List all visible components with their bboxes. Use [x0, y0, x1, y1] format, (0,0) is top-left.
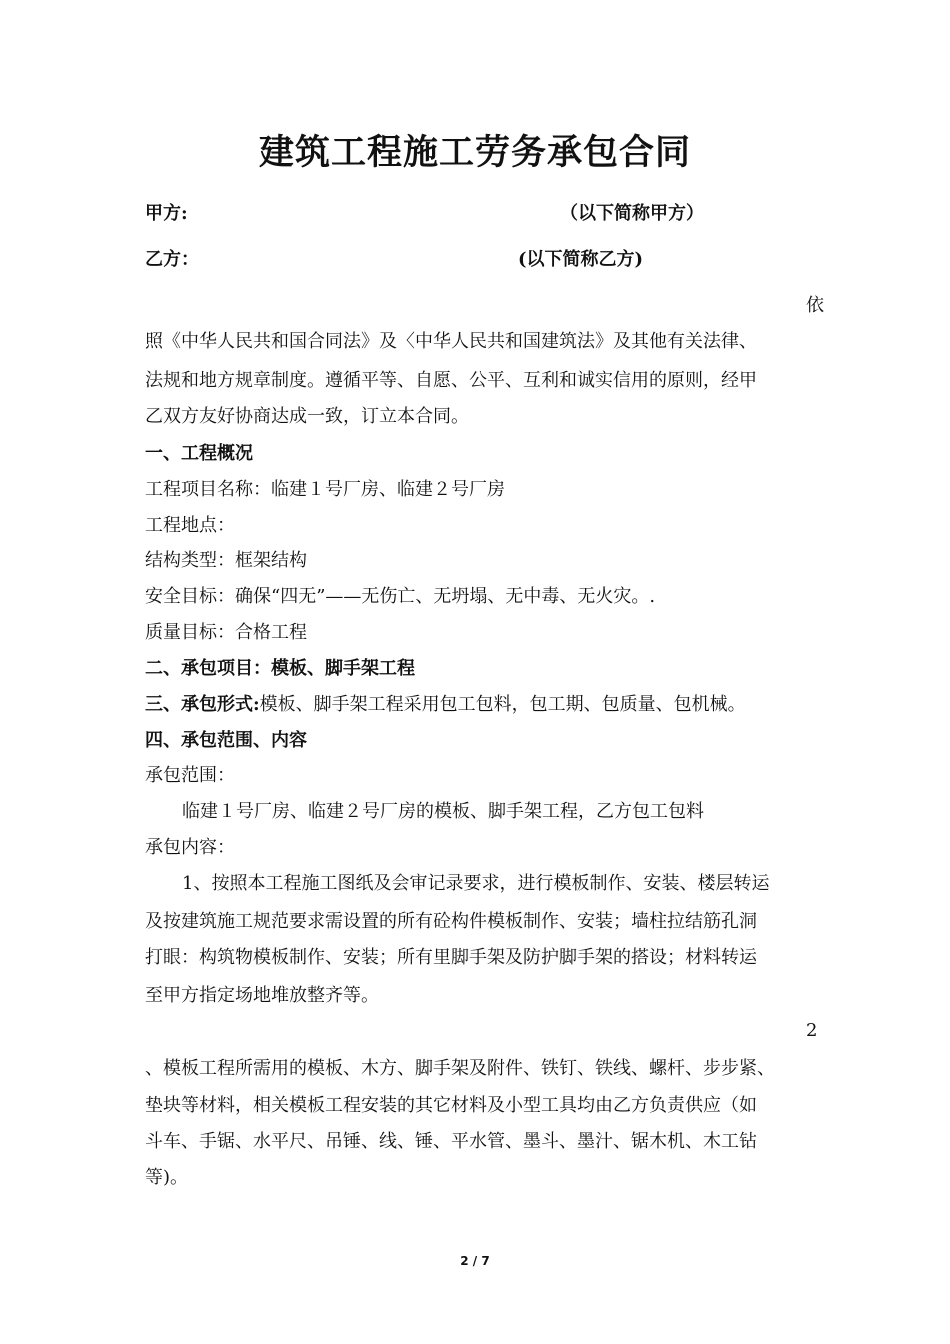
scope-text: 临建１号厂房、临建２号厂房的模板、脚手架工程，乙方包工包料 [182, 801, 704, 822]
party-a-label: 甲方: [145, 203, 188, 224]
content-label: 承包内容： [145, 837, 235, 858]
section3-text: 模板、脚手架工程采用包工包料，包工期、包质量、包机械。 [259, 694, 746, 715]
structure-type: 结构类型：框架结构 [145, 550, 307, 571]
section3-line [145, 691, 746, 719]
item2-line: 斗车、手锯、水平尺、吊锤、线、锤、平水管、墨斗、墨汁、锯木机、木工钻 [145, 1131, 757, 1152]
section3-heading: 三、承包形式: [145, 694, 260, 715]
item2-line: 、模板工程所需用的模板、木方、脚手架及附件、铁钉、铁线、螺杆、步步紧、 [145, 1058, 775, 1079]
intro-line: 法规和地方规章制度。遵循平等、自愿、公平、互利和诚实信用的原则，经甲 [145, 370, 757, 391]
document-title: 建筑工程施工劳务承包合同 [258, 132, 691, 173]
section1-heading: 一、工程概况 [145, 443, 253, 464]
item2-head: 2 [806, 1020, 818, 1041]
item1-line: 及按建筑施工规范要求需设置的所有砼构件模板制作、安装；墙柱拉结筋孔洞 [145, 911, 757, 932]
party-b-label: 乙方： [145, 249, 199, 270]
scope-label: 承包范围： [145, 765, 235, 786]
quality-goal: 质量目标：合格工程 [145, 622, 307, 643]
item2-line: 垫块等材料，相关模板工程安装的其它材料及小型工具均由乙方负责供应（如 [145, 1095, 757, 1116]
intro-head: 依 [806, 295, 824, 316]
project-location: 工程地点： [145, 515, 235, 536]
section2-heading: 二、承包项目：模板、脚手架工程 [145, 658, 415, 679]
intro-line: 乙双方友好协商达成一致，订立本合同。 [145, 406, 469, 427]
safety-goal: 安全目标：确保“四无”——无伤亡、无坍塌、无中毒、无火灾。. [145, 586, 656, 607]
section4-heading: 四、承包范围、内容 [145, 730, 307, 751]
party-a-note: （以下简称甲方） [560, 203, 704, 224]
intro-line: 照《中华人民共和国合同法》及〈中华人民共和国建筑法》及其他有关法律、 [145, 331, 757, 352]
item2-line: 等)。 [145, 1167, 189, 1188]
project-name: 工程项目名称：临建１号厂房、临建２号厂房 [145, 479, 505, 500]
item1-line: 打眼：构筑物模板制作、安装；所有里脚手架及防护脚手架的搭设；材料转运 [145, 947, 757, 968]
party-b-note: (以下简称乙方) [518, 249, 644, 270]
page-number: 2 / 7 [460, 1254, 490, 1268]
item1-line: 1、按照本工程施工图纸及会审记录要求，进行模板制作、安装、楼层转运 [182, 873, 770, 894]
item1-line: 至甲方指定场地堆放整齐等。 [145, 985, 379, 1006]
